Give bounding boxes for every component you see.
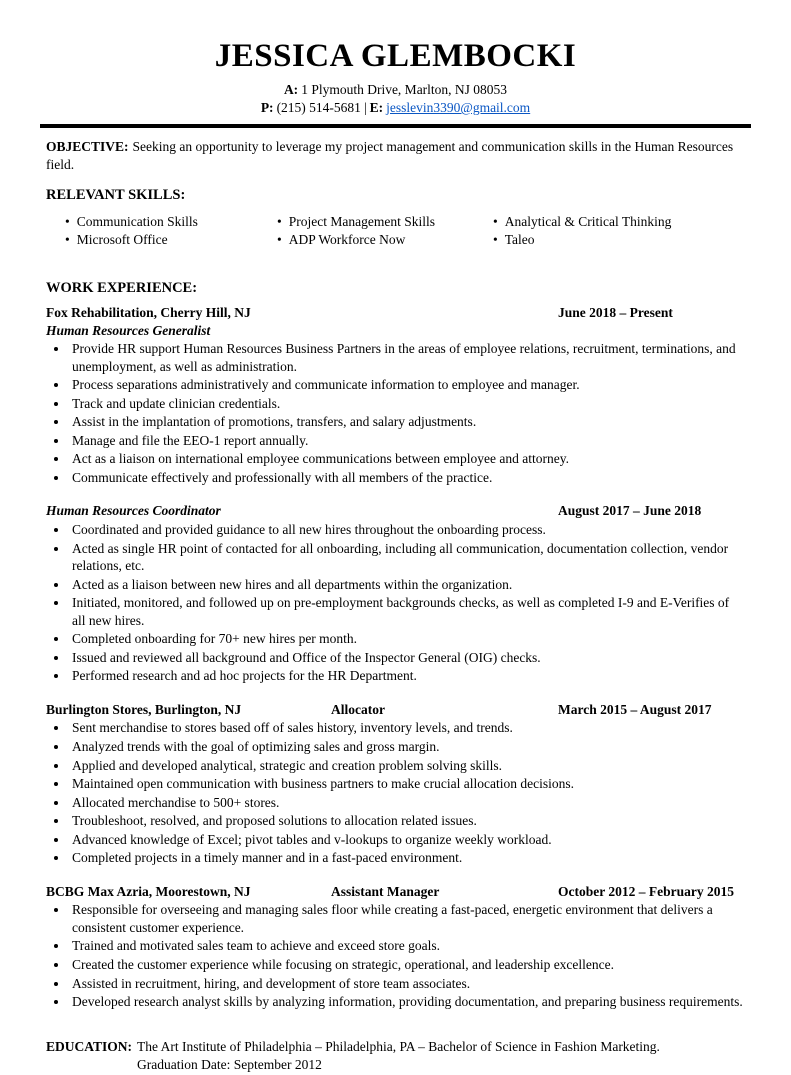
bullet-icon: •: [277, 214, 282, 230]
job-bullet: • Completed onboarding for 70+ new hires per month.: [69, 630, 745, 648]
skill-label: Taleo: [504, 232, 535, 248]
job-title: [331, 502, 558, 520]
skill-label: Microsoft Office: [76, 232, 168, 248]
skill-item: [493, 231, 745, 249]
job-section: [46, 502, 745, 684]
skill-label: Communication Skills: [76, 214, 198, 230]
candidate-name: JESSICA GLEMBOCKI: [214, 38, 577, 74]
bullet-icon: •: [65, 214, 70, 230]
education-degree: The Art Institute of Philadelphia – Philadelphia, PA – Bachelor of Science in Fashion Marketing.: [137, 1038, 660, 1054]
address-value: 1 Plymouth Drive, Marlton, NJ 08053: [301, 82, 508, 97]
skill-item: [277, 213, 493, 231]
skills-column: [65, 213, 277, 249]
job-bullet: • Developed research analyst skills by analyzing information, providing documentation, and preparing business requirements.: [69, 993, 745, 1011]
job-bullet: • Coordinated and provided guidance to all new hires throughout the onboarding process.: [69, 521, 745, 539]
bullet-icon: •: [65, 232, 70, 248]
address-label: A:: [283, 82, 299, 97]
bullet-icon: •: [493, 214, 498, 230]
email-link[interactable]: jesslevin3390@gmail.com: [386, 100, 531, 116]
bullet-icon: •: [277, 232, 282, 248]
job-bullet-list: [46, 340, 745, 486]
job-title: Human Resources Generalist: [46, 322, 211, 338]
skill-label: ADP Workforce Now: [288, 232, 406, 248]
job-company: BCBG Max Azria, Moorestown, NJ: [46, 883, 251, 899]
skill-item: [65, 213, 277, 231]
job-bullet-list: [46, 719, 745, 866]
job-bullet: • Applied and developed analytical, strategic and creation problem solving skills.: [69, 757, 745, 775]
job-bullet: • Advanced knowledge of Excel; pivot tables and v-lookups to organize weekly workload.: [69, 831, 745, 849]
skill-item: [65, 231, 277, 249]
job-bullet: • Analyzed trends with the goal of optimizing sales and gross margin.: [69, 738, 745, 756]
objective-paragraph: [46, 138, 745, 174]
resume-header: [46, 38, 745, 117]
job-section: [46, 883, 745, 1011]
skill-label: Project Management Skills: [288, 214, 435, 230]
job-bullet: • Acted as single HR point of contacted for all onboarding, including all communication, documentation collection, vendor relations, etc.: [69, 540, 745, 575]
job-header-row: [46, 701, 745, 719]
job-section: [46, 701, 745, 867]
header-divider: [40, 124, 751, 128]
job-bullet: • Initiated, monitored, and followed up on pre-employment backgrounds checks, as well as completed I-9 and E-Verifies of all new hires.: [69, 594, 745, 629]
job-section: [46, 304, 745, 486]
job-bullet: • Completed projects in a timely manner and in a fast-paced environment.: [69, 849, 745, 867]
job-dates: June 2018 – Present: [558, 304, 673, 320]
phone-email-line: [46, 99, 745, 117]
job-bullet: • Trained and motivated sales team to achieve and exceed store goals.: [69, 937, 745, 955]
objective-label: OBJECTIVE:: [46, 139, 129, 155]
job-company: Fox Rehabilitation, Cherry Hill, NJ: [46, 304, 251, 320]
education-graduation-date: Graduation Date: September 2012: [137, 1057, 322, 1073]
job-bullet: • Provide HR support Human Resources Business Partners in the areas of employee relations, recruitment, terminations, and unemployment, as well as administration.: [69, 340, 745, 375]
skills-column: [493, 213, 745, 249]
job-title: Human Resources Coordinator: [46, 503, 221, 519]
job-dates: October 2012 – February 2015: [558, 883, 734, 899]
job-title: [331, 304, 558, 322]
job-bullet: • Performed research and ad hoc projects for the HR Department.: [69, 667, 745, 685]
bullet-icon: •: [493, 232, 498, 248]
job-bullet: • Assist in the implantation of promotions, transfers, and salary adjustments.: [69, 413, 745, 431]
job-bullet: • Sent merchandise to stores based off of sales history, inventory levels, and trends.: [69, 719, 745, 737]
jobs-list: [46, 304, 745, 1011]
skills-column: [277, 213, 493, 249]
job-bullet: • Allocated merchandise to 500+ stores.: [69, 794, 745, 812]
address-line: [46, 81, 745, 99]
job-bullet: • Communicate effectively and professionally with all members of the practice.: [69, 469, 745, 487]
job-bullet: • Acted as a liaison between new hires and all departments within the organization.: [69, 576, 745, 594]
job-header-row: [46, 883, 745, 901]
job-header-row: [46, 502, 745, 520]
job-bullet: • Created the customer experience while focusing on strategic, operational, and leadership excellence.: [69, 956, 745, 974]
skill-item: [277, 231, 493, 249]
phone-value: (215) 514-5681: [276, 100, 361, 116]
email-label: E:: [369, 100, 384, 116]
education-section: [46, 1038, 745, 1075]
education-label: EDUCATION:: [46, 1038, 133, 1054]
job-title: Assistant Manager: [331, 883, 440, 899]
job-bullet: • Process separations administratively and communicate information to employee and manager.: [69, 376, 745, 394]
job-bullet-list: [46, 521, 745, 685]
skills-heading: RELEVANT SKILLS:: [46, 187, 186, 204]
job-bullet: • Issued and reviewed all background and Office of the Inspector General (OIG) checks.: [69, 649, 745, 667]
skill-item: [493, 213, 745, 231]
job-header-row: [46, 304, 745, 322]
objective-text: Seeking an opportunity to leverage my project management and communication skills in the Human Resources field.: [46, 139, 734, 173]
job-bullet: • Act as a liaison on international employee communications between employee and attorney.: [69, 450, 745, 468]
job-dates: March 2015 – August 2017: [558, 701, 712, 717]
job-bullet: • Track and update clinician credentials.: [69, 395, 745, 413]
job-bullet: • Maintained open communication with business partners to make crucial allocation decisions.: [69, 775, 745, 793]
contact-separator: |: [363, 100, 367, 116]
phone-label: P:: [260, 100, 274, 116]
job-dates: August 2017 – June 2018: [558, 503, 702, 519]
job-bullet: • Assisted in recruitment, hiring, and development of store team associates.: [69, 975, 745, 993]
job-bullet: • Responsible for overseeing and managing sales floor while creating a fast-paced, energetic environment that delivers a consistent customer experience.: [69, 901, 745, 936]
job-bullet: • Manage and file the EEO-1 report annually.: [69, 432, 745, 450]
job-company: Burlington Stores, Burlington, NJ: [46, 701, 242, 717]
skill-label: Analytical & Critical Thinking: [504, 214, 672, 230]
job-bullet: • Troubleshoot, resolved, and proposed solutions to allocation related issues.: [69, 812, 745, 830]
job-bullet-list: [46, 901, 745, 1010]
skills-grid: [46, 213, 745, 249]
job-title: Allocator: [331, 701, 385, 717]
work-experience-heading: WORK EXPERIENCE:: [46, 279, 198, 296]
